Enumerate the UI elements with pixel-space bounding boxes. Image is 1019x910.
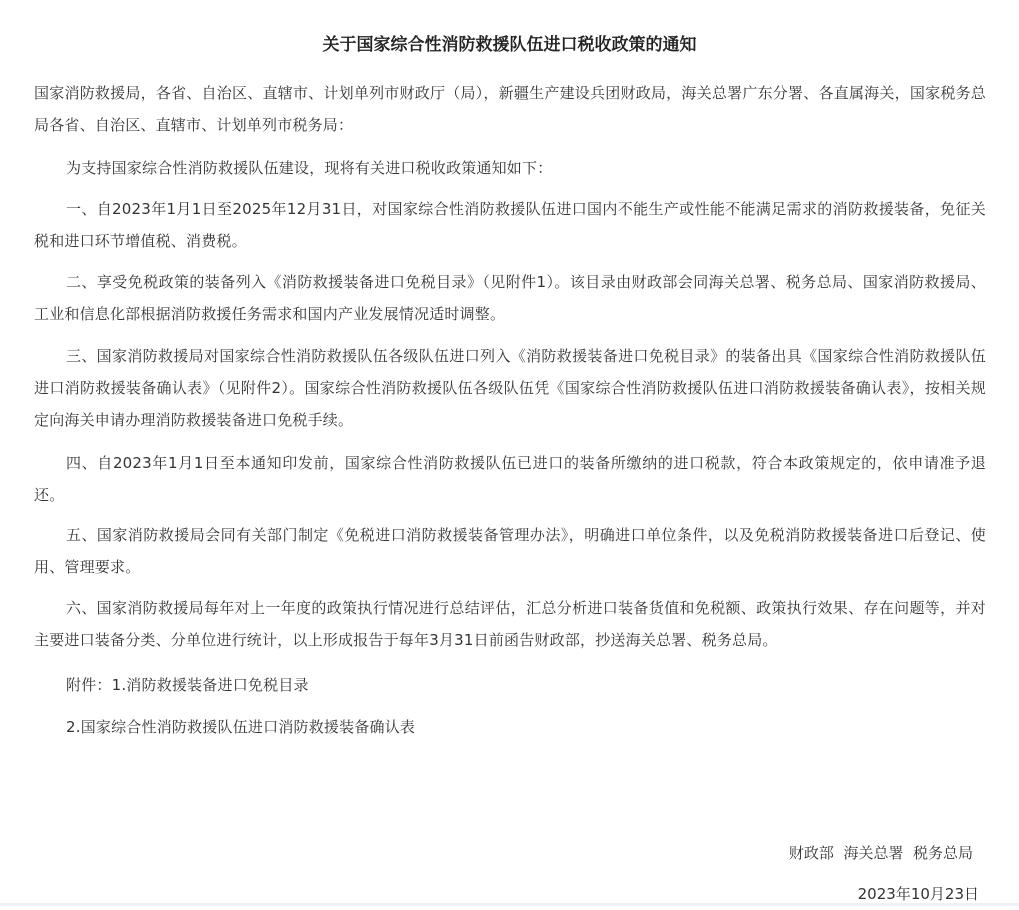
attachment-2: 2.国家综合性消防救援队伍进口消防救援装备确认表 xyxy=(66,718,416,736)
issuing-authorities: 财政部 海关总署 税务总局 xyxy=(788,844,973,862)
issue-date: 2023年10月23日 xyxy=(857,885,979,903)
policy-item-4: 四、自2023年1月1日至本通知印发前，国家综合性消防救援队伍已进口的装备所缴纳的进口税款，符合本政策规定的，依申请准予退还。 xyxy=(34,454,986,504)
policy-item-3: 三、国家消防救援局对国家综合性消防救援队伍各级队伍进口列入《消防救援装备进口免税目录》的装备出具《国家综合性消防救援队伍进口消防救援装备确认表》（见附件2）。国家综合性消防救援队伍各级队伍凭《国家综合性消防救援队伍进口消防救援装备确认表》，按相关规定向海关申请办理消防救援装备进口免税手续。 xyxy=(34,347,986,429)
addressee-paragraph: 国家消防救援局，各省、自治区、直辖市、计划单列市财政厅（局），新疆生产建设兵团财政局，海关总署广东分署、各直属海关，国家税务总局各省、自治区、直辖市、计划单列市税务局： xyxy=(34,84,986,134)
document-title: 关于国家综合性消防救援队伍进口税收政策的通知 xyxy=(322,35,697,55)
policy-item-2: 二、享受免税政策的装备列入《消防救援装备进口免税目录》（见附件1）。该目录由财政部会同海关总署、税务总局、国家消防救援局、工业和信息化部根据消防救援任务需求和国内产业发展情况适时调整。 xyxy=(34,273,986,323)
policy-item-5: 五、国家消防救援局会同有关部门制定《免税进口消防救援装备管理办法》，明确进口单位条件，以及免税消防救援装备进口后登记、使用、管理要求。 xyxy=(34,526,986,576)
intro-paragraph: 为支持国家综合性消防救援队伍建设，现将有关进口税收政策通知如下： xyxy=(66,159,553,177)
attachment-1: 附件：1.消防救援装备进口免税目录 xyxy=(66,676,309,694)
policy-item-1: 一、自2023年1月1日至2025年12月31日，对国家综合性消防救援队伍进口国内不能生产或性能不能满足需求的消防救援装备，免征关税和进口环节增值税、消费税。 xyxy=(34,200,986,250)
policy-item-6: 六、国家消防救援局每年对上一年度的政策执行情况进行总结评估，汇总分析进口装备货值和免税额、政策执行效果、存在问题等，并对主要进口装备分类、分单位进行统计，以上形成报告于每年3月31日前函告财政部，抄送海关总署、税务总局。 xyxy=(34,599,986,649)
